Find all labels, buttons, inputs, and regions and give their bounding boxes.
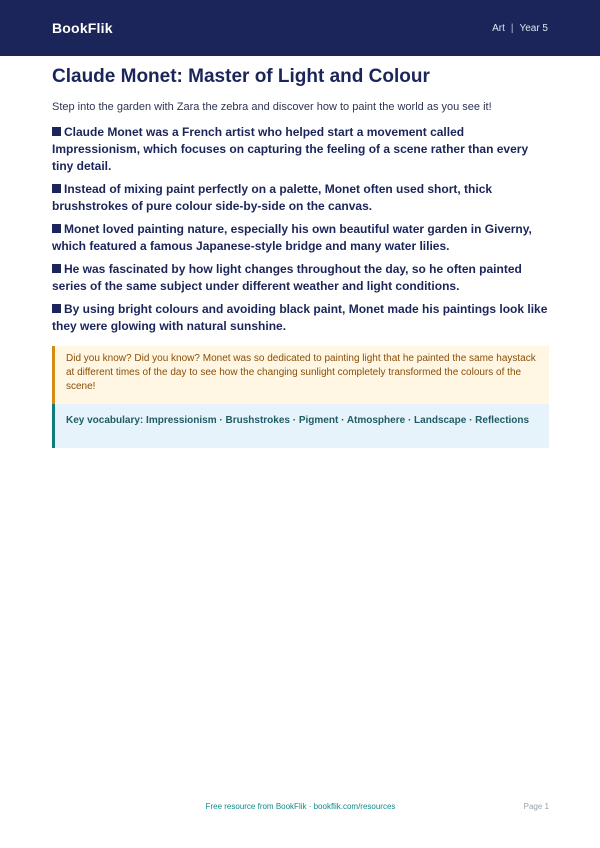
- brand-logo-text: BookFlik: [52, 20, 113, 36]
- intro-text: Step into the garden with Zara the zebra and discover how to paint the world as you see it!: [52, 101, 492, 113]
- list-item: [52, 124, 549, 175]
- list-item: [52, 221, 549, 255]
- square-bullet-icon: [52, 264, 61, 273]
- page-number: Page 1: [523, 802, 549, 811]
- point-text: Claude Monet was a French artist who helped start a movement called Impressionism, which focuses on capturing the feeling of a scene rather than every tiny detail.: [52, 125, 529, 173]
- point-text: Instead of mixing paint perfectly on a palette, Monet often used short, thick brushstrokes of pure colour side-by-side on the canvas.: [52, 182, 493, 213]
- list-item: [52, 181, 549, 215]
- key-vocabulary-box: Key vocabulary: Impressionism · Brushstrokes · Pigment · Atmosphere · Landscape · Reflections: [52, 404, 549, 448]
- subject-label: Art: [492, 22, 505, 34]
- footer-credit-link[interactable]: Free resource from BookFlik · bookflik.com/resources: [205, 802, 396, 811]
- list-item: [52, 261, 549, 295]
- list-item: [52, 301, 549, 335]
- square-bullet-icon: [52, 184, 61, 193]
- page-title: Claude Monet: Master of Light and Colour: [52, 66, 430, 87]
- main-content: [52, 66, 549, 448]
- square-bullet-icon: [52, 304, 61, 313]
- square-bullet-icon: [52, 224, 61, 233]
- point-text: Monet loved painting nature, especially his own beautiful water garden in Giverny, which featured a famous Japanese-style bridge and many water lilies.: [52, 222, 532, 253]
- meta-separator: |: [510, 22, 514, 34]
- did-you-know-callout: Did you know? Did you know? Monet was so dedicated to painting light that he painted the same haystack at different times of the day to see how the changing sunlight completely transformed the colours of the scene!: [52, 346, 549, 404]
- point-text: By using bright colours and avoiding black paint, Monet made his paintings look like they were glowing with natural sunshine.: [52, 302, 548, 333]
- year-label: Year 5: [519, 22, 548, 34]
- square-bullet-icon: [52, 127, 61, 136]
- key-points-list: [52, 124, 549, 335]
- page-header: [0, 0, 600, 56]
- point-text: He was fascinated by how light changes throughout the day, so he often painted series of the same subject under different weather and light conditions.: [52, 262, 522, 293]
- header-meta: [492, 23, 548, 34]
